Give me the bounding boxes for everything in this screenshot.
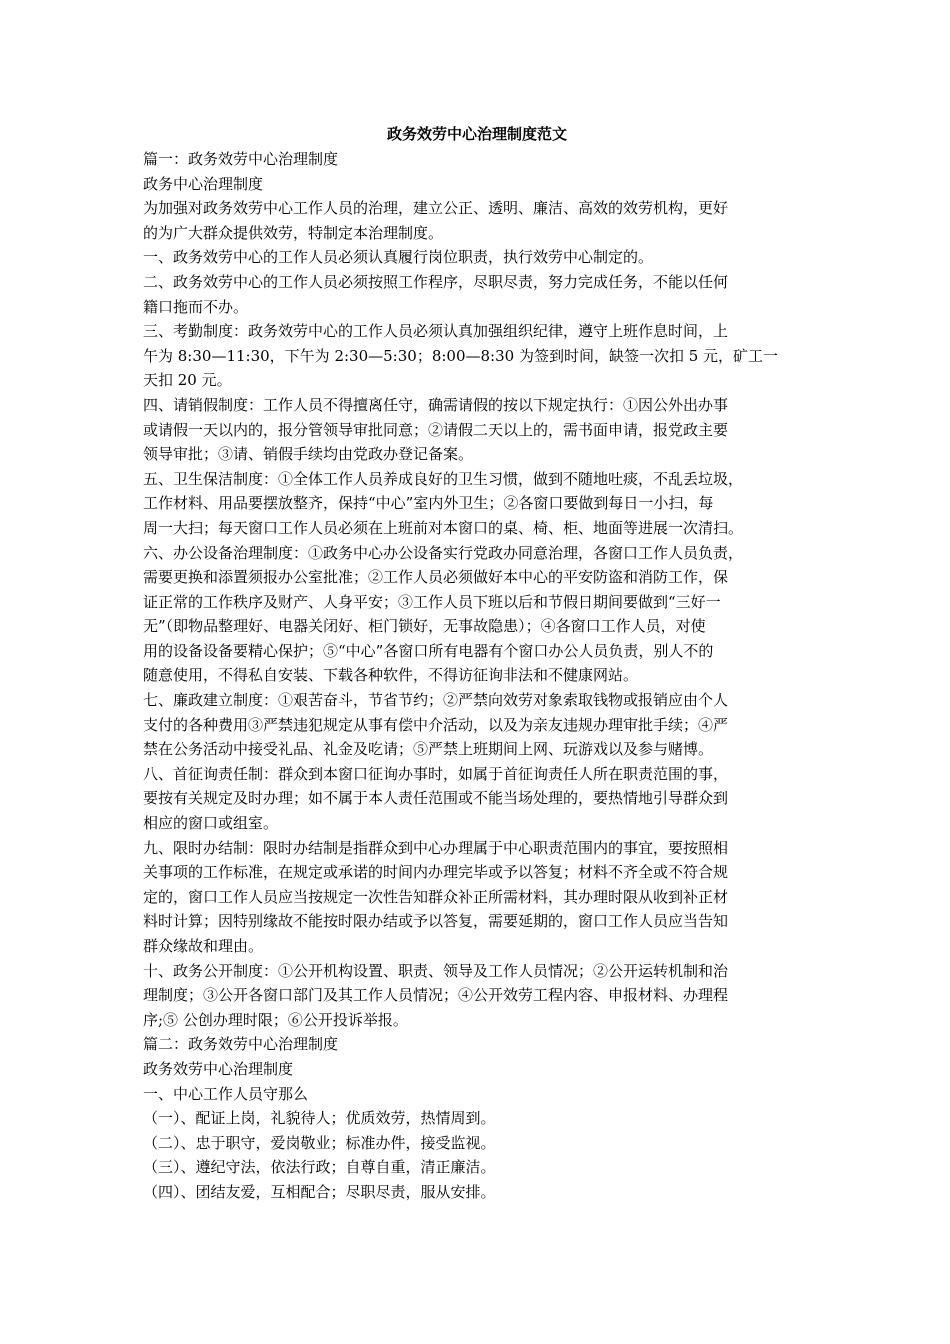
text-line: 的为广大群众提供效劳，特制定本治理制度。 [143, 223, 444, 242]
text-line: 禁在公务活动中接受礼品、礼金及吃请；⑤严禁上班期间上网、玩游戏以及参与赌博。 [143, 740, 714, 759]
text-line: 政务中心治理制度 [143, 174, 264, 193]
text-line: 序;⑤ 公创办理时限；⑥公开投诉举报。 [143, 1010, 408, 1029]
text-line: 十、政务公开制度：①公开机构设置、职责、领导及工作人员情况；②公开运转机制和治 [143, 961, 729, 980]
text-line: 证正常的工作秩序及财产、人身平安；③工作人员下班以后和节假日期间要做到“三好一 [143, 592, 721, 611]
text-line: 一、政务效劳中心的工作人员必须认真履行岗位职责，执行效劳中心制定的。 [143, 248, 654, 267]
document-body [143, 147, 811, 1205]
text-line: （二）、忠于职守，爱岗敬业；标准办件，接受监视。 [143, 1133, 496, 1152]
text-line: 籍口拖而不办。 [143, 297, 249, 316]
text-line: 八、首征询责任制：群众到本窗口征询办事时，如属于首征询责任人所在职责范围的事， [143, 764, 729, 783]
text-line: 随意使用，不得私自安装、下载各种软件，不得访征询非法和不健康网站。 [143, 666, 639, 685]
text-line: 需要更换和添置须报办公室批准；②工作人员必须做好本中心的平安防盗和消防工作，保 [143, 568, 729, 587]
text-line: 或请假一天以内的，报分管领导审批同意；②请假二天以上的，需书面申请，报党政主要 [143, 420, 729, 439]
text-line: 相应的窗口或组室。 [143, 814, 279, 833]
text-line: （四）、团结友爱，互相配合；尽职尽责，服从安排。 [143, 1182, 496, 1201]
text-line: 理制度；③公开各窗口部门及其工作人员情况；④公开效劳工程内容、申报材料、办理程 [143, 986, 729, 1005]
text-line: 领导审批；③请、销假手续均由党政办登记备案。 [143, 445, 474, 464]
text-line: 五、卫生保洁制度：①全体工作人员养成良好的卫生习惯，做到不随地吐痰，不乱丢垃圾， [143, 469, 744, 488]
text-line: 料时计算；因特别缘故不能按时限办结或予以答复，需要延期的，窗口工作人员应当告知 [143, 912, 729, 931]
text-line: 篇一：政务效劳中心治理制度 [143, 150, 339, 168]
text-line: 九、限时办结制：限时办结制是指群众到中心办理属于中心职责范围内的事宜，要按照相 [143, 838, 729, 857]
text-line: 天扣 20 元。 [143, 371, 232, 390]
text-line: 无”（即物品整理好、电器关闭好、柜门锁好，无事故隐患）；④各窗口工作人员，对使 [143, 617, 706, 636]
text-line: 六、办公设备治理制度：①政务中心办公设备实行党政办同意治理，各窗口工作人员负责， [143, 543, 744, 562]
text-line: 周一大扫；每天窗口工作人员必须在上班前对本窗口的桌、椅、柜、地面等进展一次清扫。 [143, 518, 744, 537]
text-line: （一）、配证上岗，礼貌待人；优质效劳，热情周到。 [143, 1109, 496, 1128]
text-line: 二、政务效劳中心的工作人员必须按照工作程序，尽职尽责，努力完成任务，不能以任何 [143, 272, 729, 291]
text-line: 一、中心工作人员守那么 [143, 1084, 309, 1103]
text-line: 四、请销假制度：工作人员不得擅离任守，确需请假的按以下规定执行：①因公外出办事 [143, 395, 729, 414]
document-title: 政务效劳中心治理制度范文 [386, 125, 567, 143]
text-line: 篇二：政务效劳中心治理制度 [143, 1035, 339, 1054]
text-line: 定的，窗口工作人员应当按规定一次性告知群众补正所需材料，其办理时限从收到补正材 [143, 887, 729, 906]
text-line: 午为 8:30—11:30，下午为 2:30—5:30；8:00—8:30 为签到时间，缺签一次扣 5 元，矿工一 [143, 346, 779, 365]
text-line: 关事项的工作标准，在规定或承诺的时间内办理完毕或予以答复；材料不齐全或不符合规 [143, 863, 729, 882]
text-line: 七、廉政建立制度：①艰苦奋斗，节省节约；②严禁向效劳对象索取钱物或报销应由个人 [143, 691, 729, 710]
text-line: 用的设备设备要精心保护；⑤“中心”各窗口所有电器有个窗口办公人员负责，别人不的 [143, 641, 714, 660]
text-line: 要按有关规定及时办理；如不属于本人责任范围或不能当场处理的，要热情地引导群众到 [143, 789, 729, 808]
document-page [143, 122, 811, 1205]
text-line: 工作材料、用品要摆放整齐，保持“中心”室内外卫生；②各窗口要做到每日一小扫，每 [143, 494, 714, 513]
text-line: 三、考勤制度：政务效劳中心的工作人员必须认真加强组织纪律，遵守上班作息时间，上 [143, 322, 729, 341]
text-line: 政务效劳中心治理制度 [143, 1059, 294, 1078]
text-line: 为加强对政务效劳中心工作人员的治理，建立公正、透明、廉洁、高效的效劳机构，更好 [143, 199, 729, 218]
text-line: 支付的各种费用③严禁违犯规定从事有偿中介活动，以及为亲友违规办理审批手续；④严 [143, 715, 729, 734]
text-line: （三）、遵纪守法，依法行政；自尊自重，清正廉洁。 [143, 1158, 496, 1177]
text-line: 群众缘故和理由。 [143, 937, 264, 955]
